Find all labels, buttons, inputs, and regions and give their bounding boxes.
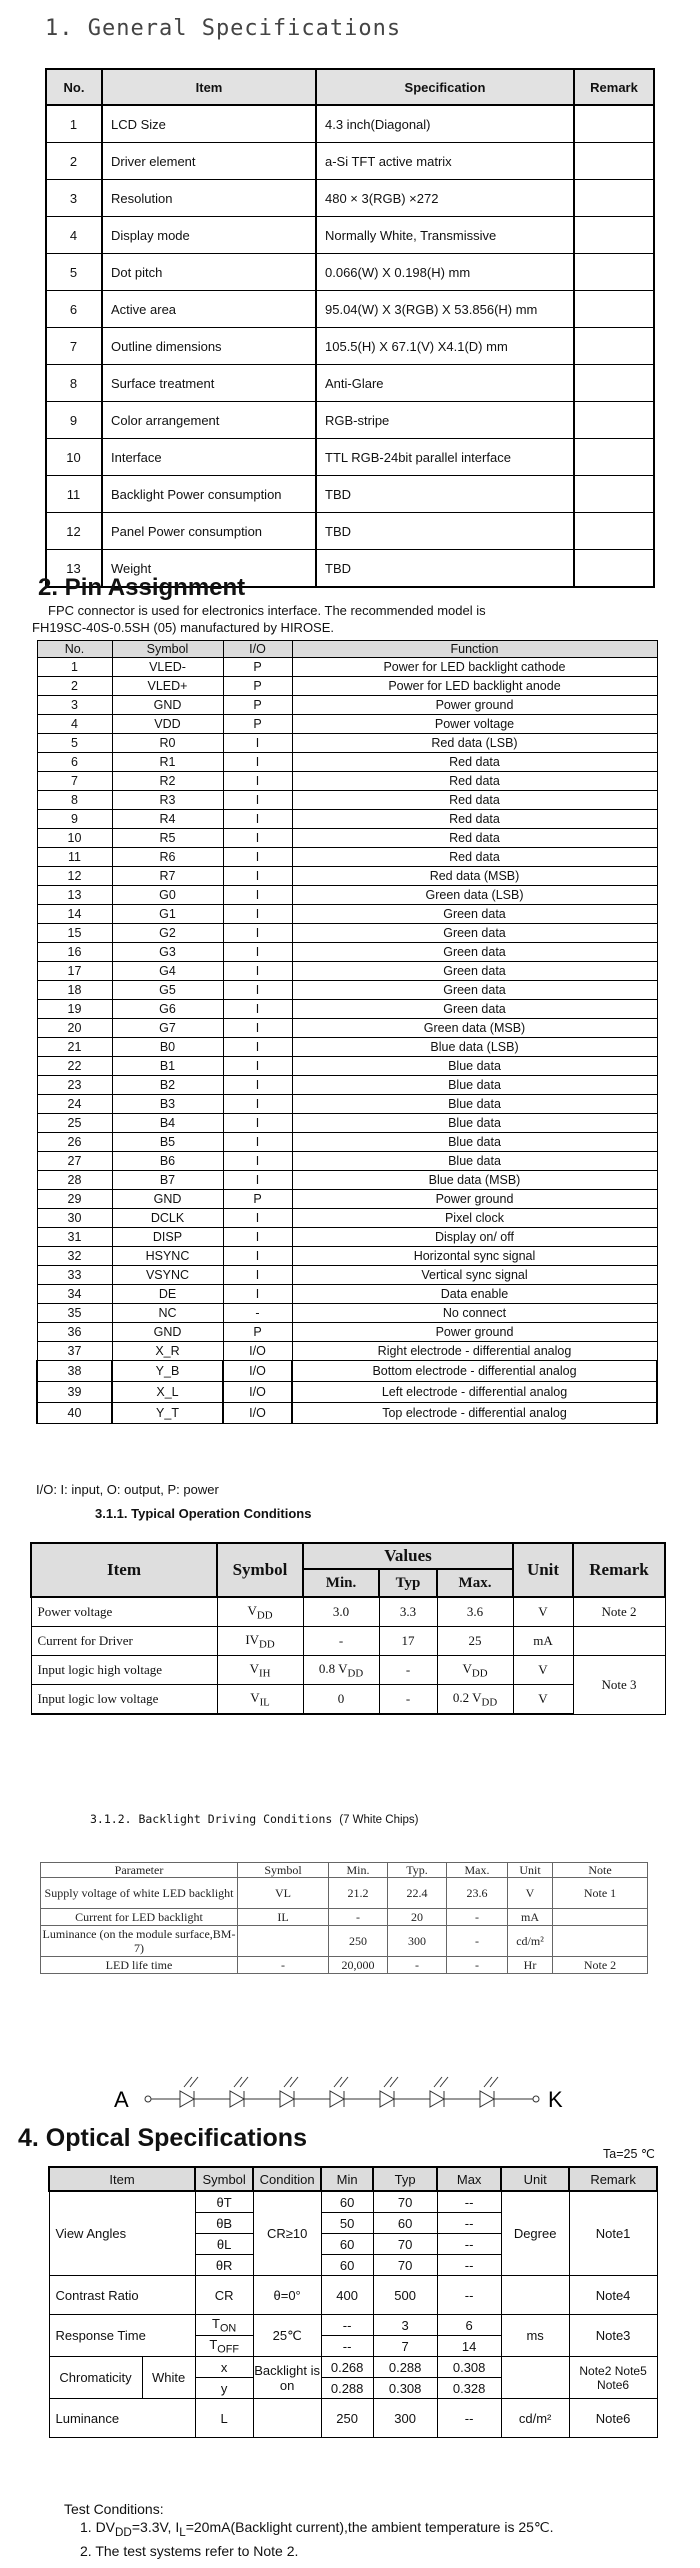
backlight-conditions-table: Parameter Symbol Min. Typ. Max. Unit Note Supply voltage of white LED backlight VL 21.2 22.4 23.6 V Note 1 Current for LED backlight IL - 20 - mA Luminance (on the module surface,BM-7) 250 300 - cd/m² LED life time - 20,000 - - Hr Note 2 [40, 1862, 648, 1974]
pin-row: 40 Y_T I/O Top electrode - differential analog [37, 1403, 657, 1424]
spec-row: 9 Color arrangement RGB-stripe [46, 402, 654, 439]
opt-row-view-b: θB 50 60 -- [49, 2213, 657, 2234]
pin-row: 28 B7 I Blue data (MSB) [37, 1171, 657, 1190]
led-diode-icon [480, 2077, 498, 2107]
pin-row: 24 B3 I Blue data [37, 1095, 657, 1114]
pin-header-io: I/O [223, 641, 292, 658]
spec-row: 6 Active area 95.04(W) X 3(RGB) X 53.856(H) mm [46, 291, 654, 328]
header-item: Item [102, 69, 316, 105]
header-remark: Remark [574, 69, 654, 105]
pin-row: 36 GND P Power ground [37, 1323, 657, 1342]
test-conditions [64, 2500, 554, 2560]
pin-row: 11 R6 I Red data [37, 848, 657, 867]
spec-row: 3 Resolution 480 × 3(RGB) ×272 [46, 180, 654, 217]
pin-assignment-table [36, 640, 658, 1424]
op-row-power-voltage: Power voltage $V_{DD}$ 3.0 3.3 3.6 V Note 2 [31, 1597, 665, 1627]
pin-row: 10 R5 I Red data [37, 829, 657, 848]
cathode-label: K [548, 2087, 563, 2112]
led-diode-icon [180, 2077, 198, 2107]
opt-row-chroma-y: y 0.288 0.308 0.328 [49, 2378, 657, 2399]
spec-row: 13 Weight TBD [46, 550, 654, 588]
cathode-terminal [533, 2096, 539, 2102]
pin-row: 26 B5 I Blue data [37, 1133, 657, 1152]
backlight-row: LED life time - 20,000 - - Hr Note 2 [41, 1957, 648, 1974]
optical-specifications-table: Item Symbol Condition Min Typ Max Unit Remark View Angles θT CR≥10 60 70 -- Degree Note1 θB 50 60 -- θL 60 70 -- θR 60 70 -- Contrast Ratio CR θ=0° 400 500 -- Note4 Response Time $T_{ON}$ 25℃ -- 3 6 ms Note3 $T_{OFF}$ -- 7 14 Chromaticity White x Backlight is on 0.268 0.288 0.308 Note2 Note5 Note6 y 0.288 0.308 0.328 Luminance L 250 300 -- cd/m² Note6 [48, 2166, 658, 2438]
opt-row-chroma-x: Chromaticity White x Backlight is on 0.268 0.288 0.308 Note2 Note5 Note6 [49, 2357, 657, 2378]
header-specification: Specification [316, 69, 574, 105]
pin-row: 25 B4 I Blue data [37, 1114, 657, 1133]
pin-row: 13 G0 I Green data (LSB) [37, 886, 657, 905]
op-header-values: Values [303, 1543, 513, 1569]
pin-intro [32, 602, 672, 636]
backlight-row: Luminance (on the module surface,BM-7) 250 300 - cd/m² [41, 1926, 648, 1957]
pin-row: 29 GND P Power ground [37, 1190, 657, 1209]
pin-row: 4 VDD P Power voltage [37, 715, 657, 734]
pin-row: 18 G5 I Green data [37, 981, 657, 1000]
spec-row: 10 Interface TTL RGB-24bit parallel interface [46, 439, 654, 476]
anode-terminal [145, 2096, 151, 2102]
pin-row: 5 R0 I Red data (LSB) [37, 734, 657, 753]
pin-row: 2 VLED+ P Power for LED backlight anode [37, 677, 657, 696]
pin-row: 19 G6 I Green data [37, 1000, 657, 1019]
led-chain-diagram [110, 2065, 590, 2119]
ambient-temperature: Ta=25 ℃ [603, 2147, 655, 2161]
pin-row: 27 B6 I Blue data [37, 1152, 657, 1171]
backlight-conditions-title: 3.1.2. Backlight Driving Conditions (7 White Chips) [90, 1812, 419, 1826]
op-row-logic-high: Input logic high voltage $V_{IH}$ 0.8 $V_{DD}$ - $V_{DD}$ V Note 3 [31, 1656, 665, 1685]
spec-row: 11 Backlight Power consumption TBD [46, 476, 654, 513]
pin-intro-line2: FH19SC-40S-0.5SH (05) manufactured by HIROSE. [32, 620, 335, 635]
pin-intro-line1: FPC connector is used for electronics interface. The recommended model is [48, 603, 486, 618]
spec-row: 12 Panel Power consumption TBD [46, 513, 654, 550]
backlight-row: Current for LED backlight IL - 20 - mA [41, 1909, 648, 1926]
led-diode-icon [230, 2077, 248, 2107]
opt-row-view-t: View Angles θT CR≥10 60 70 -- Degree Note1 [49, 2191, 657, 2213]
spec-row: 1 LCD Size 4.3 inch(Diagonal) [46, 105, 654, 143]
general-specifications-title: 1. General Specifications [45, 16, 402, 41]
op-header-item: Item [31, 1543, 217, 1597]
pin-row: 9 R4 I Red data [37, 810, 657, 829]
op-header-max: Max. [437, 1569, 513, 1597]
pin-row: 30 DCLK I Pixel clock [37, 1209, 657, 1228]
opt-row-luminance: Luminance L 250 300 -- cd/m² Note6 [49, 2399, 657, 2438]
pin-row: 12 R7 I Red data (MSB) [37, 867, 657, 886]
spec-row: 7 Outline dimensions 105.5(H) X 67.1(V) X4.1(D) mm [46, 328, 654, 365]
opt-row-view-r: θR 60 70 -- [49, 2255, 657, 2276]
op-header-min: Min. [303, 1569, 379, 1597]
led-diode-icon [330, 2077, 348, 2107]
pin-row: 3 GND P Power ground [37, 696, 657, 715]
spec-row: 2 Driver element a-Si TFT active matrix [46, 143, 654, 180]
opt-row-response-off: $T_{OFF}$ -- 7 14 [49, 2336, 657, 2357]
pin-header-symbol: Symbol [112, 641, 223, 658]
opt-row-response-on: Response Time $T_{ON}$ 25℃ -- 3 6 ms Note3 [49, 2315, 657, 2336]
pin-header-function: Function [292, 641, 657, 658]
pin-row: 38 Y_B I/O Bottom electrode - differential analog [37, 1361, 657, 1382]
pin-row: 7 R2 I Red data [37, 772, 657, 791]
pin-row: 34 DE I Data enable [37, 1285, 657, 1304]
op-row-current-driver: Current for Driver $IV_{DD}$ - 17 25 mA [31, 1627, 665, 1656]
operation-conditions-table [30, 1542, 666, 1715]
op-header-symbol: Symbol [217, 1543, 303, 1597]
opt-row-view-l: θL 60 70 -- [49, 2234, 657, 2255]
pin-assignment-title: 2. Pin Assignment [38, 574, 246, 601]
spec-row: 5 Dot pitch 0.066(W) X 0.198(H) mm [46, 254, 654, 291]
header-no: No. [46, 69, 102, 105]
pin-row: 8 R3 I Red data [37, 791, 657, 810]
pin-row: 23 B2 I Blue data [37, 1076, 657, 1095]
pin-row: 22 B1 I Blue data [37, 1057, 657, 1076]
pin-row: 16 G3 I Green data [37, 943, 657, 962]
pin-io-legend: I/O: I: input, O: output, P: power [36, 1482, 219, 1497]
led-diode-icon [430, 2077, 448, 2107]
backlight-subtitle: (7 White Chips) [339, 1814, 419, 1826]
pin-row: 14 G1 I Green data [37, 905, 657, 924]
led-diode-icon [380, 2077, 398, 2107]
pin-header-no: No. [37, 641, 112, 658]
pin-row: 1 VLED- P Power for LED backlight cathode [37, 658, 657, 677]
op-header-unit: Unit [513, 1543, 573, 1597]
pin-row: 32 HSYNC I Horizontal sync signal [37, 1247, 657, 1266]
pin-row: 15 G2 I Green data [37, 924, 657, 943]
general-specifications-table [45, 68, 655, 588]
anode-label: A [114, 2087, 129, 2112]
pin-row: 21 B0 I Blue data (LSB) [37, 1038, 657, 1057]
test-condition-2: 2. The test systems refer to Note 2. [80, 2542, 299, 2559]
pin-row: 35 NC - No connect [37, 1304, 657, 1323]
op-header-typ: Typ [379, 1569, 437, 1597]
backlight-row: Supply voltage of white LED backlight VL 21.2 22.4 23.6 V Note 1 [41, 1878, 648, 1909]
operation-conditions-title: 3.1.1. Typical Operation Conditions [95, 1506, 312, 1521]
led-diode-icon [280, 2077, 298, 2107]
pin-row: 39 X_L I/O Left electrode - differential analog [37, 1382, 657, 1403]
pin-row: 20 G7 I Green data (MSB) [37, 1019, 657, 1038]
opt-row-contrast: Contrast Ratio CR θ=0° 400 500 -- Note4 [49, 2276, 657, 2315]
spec-row: 8 Surface treatment Anti-Glare [46, 365, 654, 402]
test-conditions-title: Test Conditions: [64, 2501, 164, 2517]
op-row-logic-low: Input logic low voltage $V_{IL}$ 0 - 0.2 $V_{DD}$ V [31, 1685, 665, 1715]
pin-row: 31 DISP I Display on/ off [37, 1228, 657, 1247]
pin-row: 33 VSYNC I Vertical sync signal [37, 1266, 657, 1285]
pin-row: 6 R1 I Red data [37, 753, 657, 772]
pin-row: 17 G4 I Green data [37, 962, 657, 981]
test-condition-1: 1. $DV_{DD}=3.3V$, $I_L=20mA(Backlight$ current),the ambient temperature is 25℃. [80, 2519, 554, 2539]
pin-row: 37 X_R I/O Right electrode - differential analog [37, 1342, 657, 1361]
op-header-remark: Remark [573, 1543, 665, 1597]
spec-row: 4 Display mode Normally White, Transmissive [46, 217, 654, 254]
optical-specifications-title: 4. Optical Specifications [18, 2124, 307, 2152]
